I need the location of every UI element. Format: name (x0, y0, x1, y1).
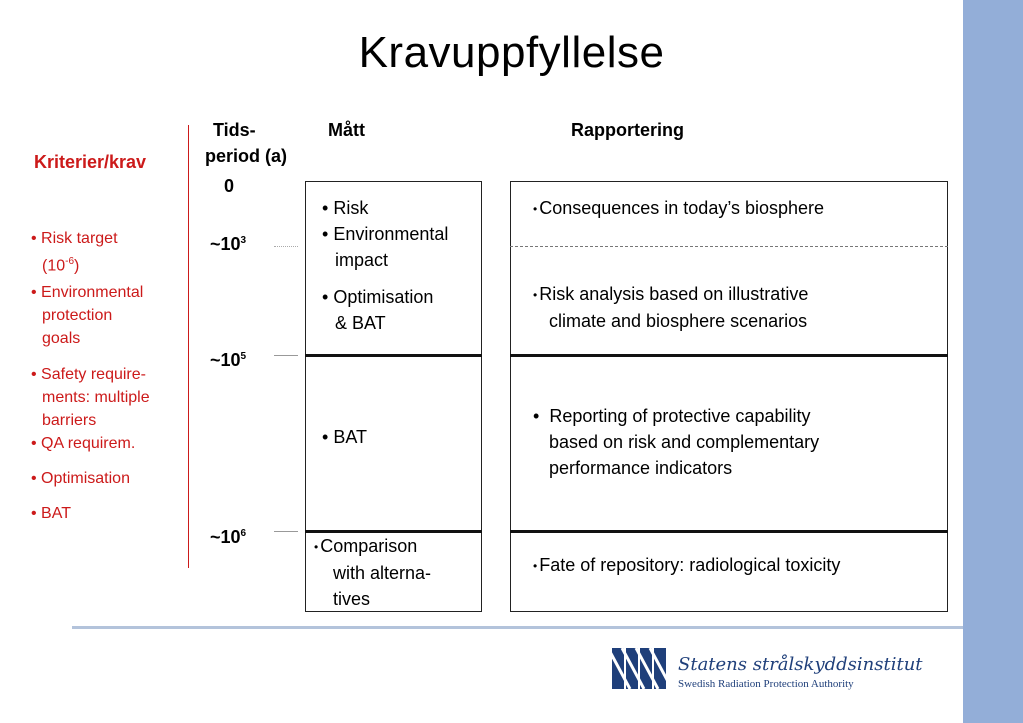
matt-optimisation-bat: • Optimisation & BAT (322, 287, 434, 333)
header-tids-line1: Tids- (213, 120, 256, 140)
rapport-fate-of-repository: • Fate of repository: radiological toxicity (533, 555, 841, 575)
criteria-item-bat: • BAT (31, 505, 71, 522)
matt-risk: • Risk (322, 198, 369, 218)
criteria-item-environmental: • Environmental protection goals (31, 284, 144, 347)
criteria-item-optimisation: • Optimisation (31, 470, 130, 487)
header-tids-line2: period (a) (205, 146, 288, 166)
time-label-0: 0 (224, 176, 235, 196)
time-label-10e3: $\sim 10^3$ (210, 234, 247, 254)
matt-divider-10e5 (305, 354, 482, 357)
matt-environmental-impact: • Environmental impact (322, 224, 449, 270)
time-label-10e5: $\sim 10^5$ (210, 350, 247, 370)
header-matt: Mått (328, 120, 365, 140)
criteria-title: Kriterier/krav (34, 152, 147, 172)
criteria-item-safety: • Safety require- ments: multiple barriers (31, 366, 150, 429)
time-tick-10e6 (274, 531, 298, 532)
logo-subtitle: Swedish Radiation Protection Authority (678, 678, 854, 690)
rapport-divider-10e5 (510, 354, 948, 357)
rapport-divider-10e3 (510, 246, 948, 247)
decorative-sidebar (963, 0, 1023, 723)
rapport-divider-10e6 (510, 530, 948, 533)
time-label-10e6: $\sim 10^6$ (210, 527, 247, 547)
rapport-risk-analysis: • Risk analysis based on illustrative climate and biosphere scenarios (533, 284, 809, 332)
ssi-logo-icon (612, 648, 666, 689)
rapport-consequences: • Consequences in today’s biosphere (533, 198, 825, 218)
matt-bat: • BAT (322, 427, 367, 447)
footer-divider (72, 626, 963, 629)
header-rapportering: Rapportering (571, 120, 685, 140)
criteria-item-risk-target: • Risk target $(10^{-6})$ (31, 230, 118, 275)
rapport-protective-capability: • Reporting of protective capability based on risk and complementary performance indicators (533, 406, 820, 478)
criteria-divider (188, 125, 189, 568)
time-tick-10e5 (274, 355, 298, 356)
slide-title: Kravuppfyllelse (358, 28, 665, 77)
logo-name: Statens strålskyddsinstitut (678, 654, 923, 675)
time-tick-10e3 (274, 246, 298, 248)
matt-comparison: • Comparison with alterna- tives (314, 536, 432, 610)
criteria-item-qa: • QA requirem. (31, 435, 136, 452)
